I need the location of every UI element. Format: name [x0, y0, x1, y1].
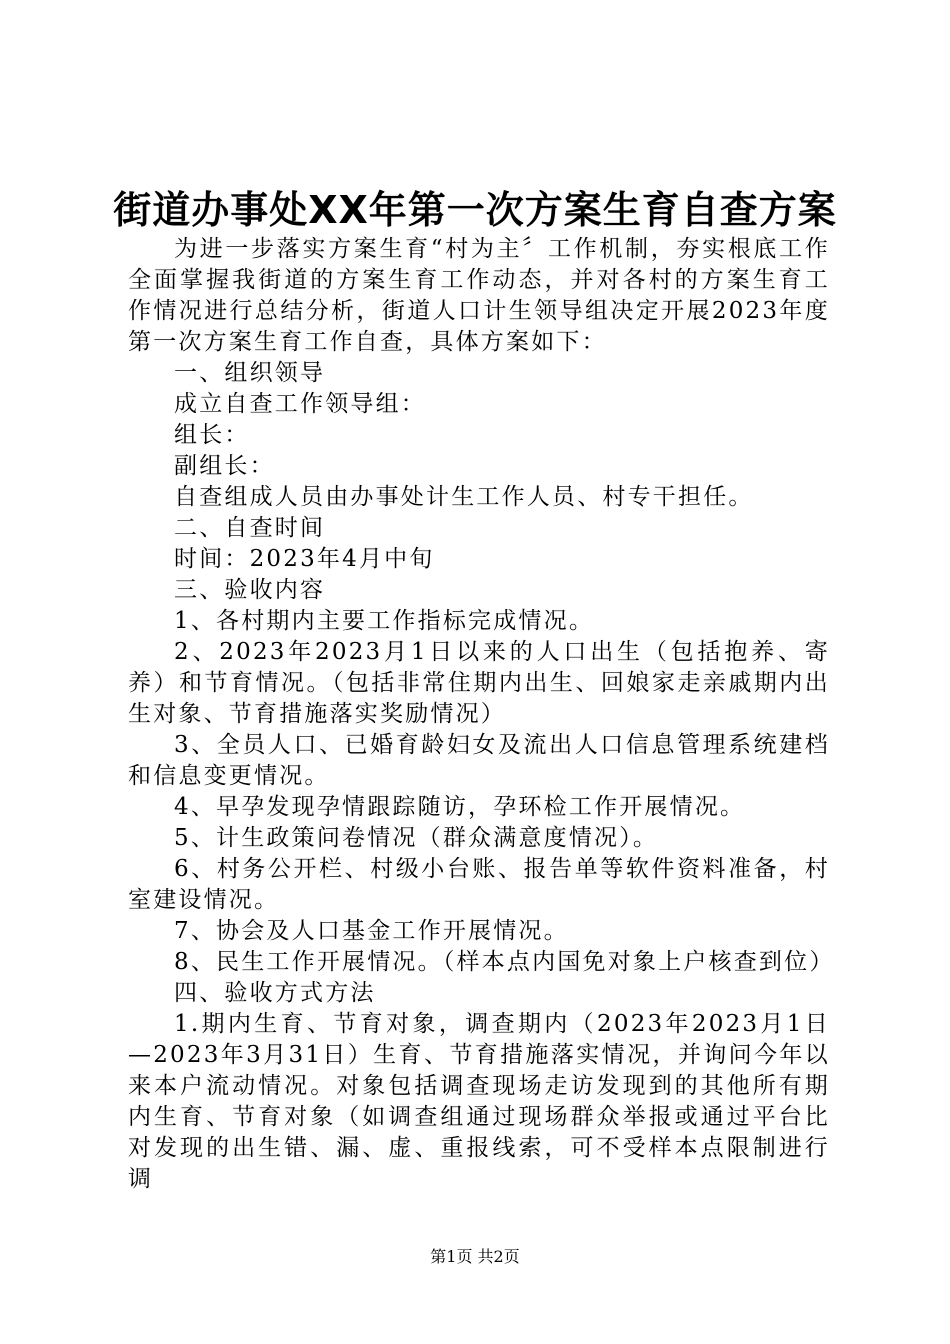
list-item: 2、2023年2023月1日以来的人口出生（包括抱养、寄养）和节育情况。（包括非常住期内出生、回娘家走亲戚期内出生对象、节育措施落实奖励情况）: [128, 639, 830, 727]
heading-time: 二、自查时间: [174, 515, 326, 541]
paragraph-method-1: 1.期内生育、节育对象，调查期内（2023年2023月1日—2023年3月31日）生育、节育措施落实情况，并询问今年以来本户流动情况。对象包括调查现场走访发现到的其他所有期内生育、节育对象（如调查组通过现场群众举报或通过平台比对发现的出生错、漏、虚、重报线索，可不受样本点限制进行调: [128, 1011, 830, 1192]
document-body: [128, 234, 835, 1195]
document-title: 街道办事处XX年第一次方案生育自查方案: [113, 188, 837, 232]
paragraph-time: 时间：2023年4月中旬: [174, 546, 435, 572]
list-item: 3、全员人口、已婚育龄妇女及流出人口信息管理系统建档和信息变更情况。: [128, 732, 830, 789]
list-item: 8、民生工作开展情况。（样本点内国免对象上户核查到位）: [174, 949, 835, 975]
list-item: 6、村务公开栏、村级小台账、报告单等软件资料准备，村室建设情况。: [128, 856, 830, 913]
paragraph-leader: 组长：: [174, 422, 250, 448]
paragraph-leadership-group: 成立自查工作领导组：: [174, 391, 426, 417]
paragraph-deputy-leader: 副组长：: [174, 453, 275, 479]
paragraph-intro: 为进一步落实方案生育“村为主〞工作机制，夯实根底工作全面掌握我街道的方案生育工作动态，并对各村的方案生育工作情况进行总结分析，街道人口计生领导组决定开展2023年度第一次方案生育工作自查，具体方案如下：: [128, 236, 830, 355]
list-item: 1、各村期内主要工作指标完成情况。: [174, 608, 595, 634]
heading-organization: 一、组织领导: [174, 360, 326, 386]
heading-method: 四、验收方式方法: [174, 980, 376, 1006]
paragraph-members: 自查组成人员由办事处计生工作人员、村专干担任。: [174, 484, 754, 510]
list-item: 4、早孕发现孕情跟踪随访，孕环检工作开展情况。: [174, 794, 746, 820]
heading-content: 三、验收内容: [174, 577, 326, 603]
page-footer: 第1页 共2页: [430, 1247, 520, 1266]
list-item: 5、计生政策问卷情况（群众满意度情况）。: [174, 825, 659, 851]
list-item: 7、协会及人口基金工作开展情况。: [174, 918, 569, 944]
